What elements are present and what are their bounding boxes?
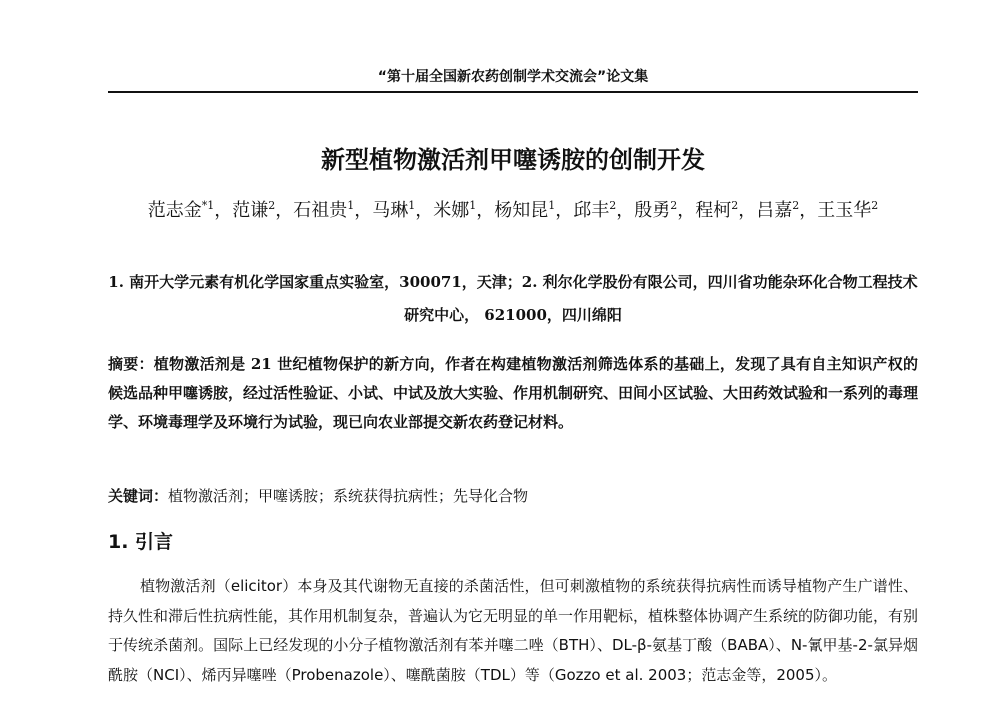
author-affiliation-mark: 1 [469,199,477,212]
author [494,200,555,221]
abstract-label: 摘要： [108,355,154,373]
keywords-text: 植物激活剂；甲噻诱胺；系统获得抗病性；先导化合物 [168,487,529,505]
author [372,200,415,221]
author-name: 范谦 [232,200,269,221]
abstract [108,350,918,437]
author-name: 王玉华 [817,200,872,221]
author-affiliation-mark: 1 [347,199,355,212]
author [695,200,738,221]
author [293,200,354,221]
author [573,200,616,221]
paper-title: 新型植物激活剂甲噻诱胺的创制开发 [321,146,705,174]
keywords [108,484,918,508]
author [232,200,275,221]
author-name: 吕嘉 [756,200,793,221]
author-name: 范志金 [147,200,202,221]
header-rule [108,91,918,93]
author-affiliation-mark: 2 [731,199,739,212]
author-name: 邱丰 [573,200,610,221]
author-affiliation-mark: 1 [548,199,556,212]
running-header: “第十届全国新农药创制学术交流会”论文集 [377,69,649,85]
author-affiliation-mark: 2 [609,199,617,212]
author-name: 程柯 [695,200,732,221]
author [634,200,677,221]
author-name: 马琳 [372,200,409,221]
affiliations: 1. 南开大学元素有机化学国家重点实验室，300071，天津；2. 利尔化学股份有限公司，四川省功能杂环化合物工程技术研究中心， 621000，四川绵阳 [108,273,918,324]
author-name: 米娜 [433,200,470,221]
author [817,200,878,221]
author [756,200,799,221]
author-affiliation-mark: 1 [408,199,416,212]
keywords-label: 关键词： [108,487,169,505]
intro-paragraph: 植物激活剂（elicitor）本身及其代谢物无直接的杀菌活性，但可刺激植物的系统获得抗病性而诱导植物产生广谱性、持久性和滞后性抗病性能，其作用机制复杂，普遍认为它无明显的单一作用靶标，植株整体协调产生系统的防御功能，有别于传统杀菌剂。国际上已经发现的小分子植物激活剂有苯并噻二唑（BTH）、DL-β-氨基丁酸（BABA）、N-氰甲基-2-氯异烟酰胺（NCI）、烯丙异噻唑（Probenazole）、噻酰菌胺（TDL）等（Gozzo et al. 2003；范志金等，2005）。 [108,577,919,684]
author-affiliation-mark: *1 [201,199,215,212]
author-list: 范志金$^{*1}$，范谦$^2$，石祖贵$^1$，马琳$^1$，米娜$^1$，杨知昆$^1$，邱丰$^2$，殷勇$^2$，程柯$^2$，吕嘉$^2$，王玉华$^2$ [147,199,879,221]
author-name: 石祖贵 [293,200,348,221]
section-heading: 1. 引言 [108,531,174,553]
author-affiliation-mark: 2 [268,199,276,212]
author-affiliation-mark: 2 [871,199,879,212]
author-affiliation-mark: 2 [670,199,678,212]
author [148,200,215,221]
author-name: 杨知昆 [494,200,549,221]
author [433,200,476,221]
abstract-text: 植物激活剂是 21 世纪植物保护的新方向，作者在构建植物激活剂筛选体系的基础上，发现了具有自主知识产权的候选品种甲噻诱胺，经过活性验证、小试、中试及放大实验、作用机制研究、田间小区试验、大田药效试验和一系列的毒理学、环境毒理学及环境行为试验，现已向农业部提交新农药登记材料。 [108,355,919,431]
author-affiliation-mark: 2 [792,199,800,212]
author-name: 殷勇 [634,200,671,221]
